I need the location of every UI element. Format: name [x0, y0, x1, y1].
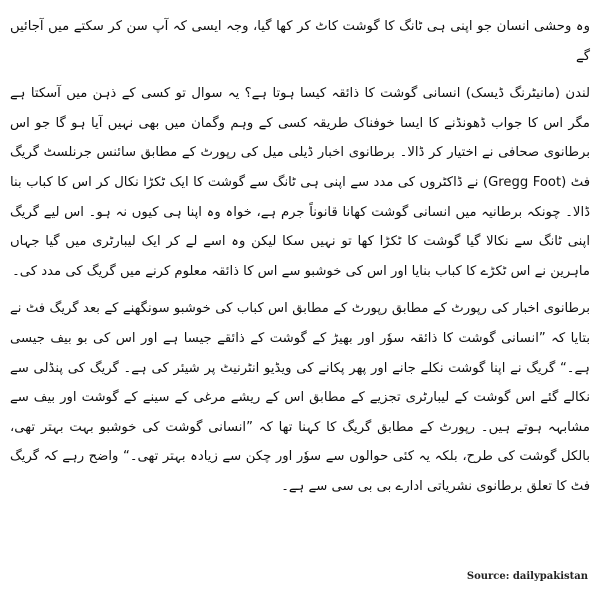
source-credit: Source: dailypakistan — [466, 571, 588, 582]
article-headline-line: وہ وحشی انسان جو اپنی ہی ٹانگ کا گوشت کاٹ کر کھا گیا، وجہ ایسی کہ آپ سن کر سکتے میں آجائیں گے — [10, 19, 590, 64]
article-paragraph-1: لندن (مانیٹرنگ ڈیسک) انسانی گوشت کا ذائقہ کیسا ہوتا ہے؟ یہ سوال تو کسی کے ذہن میں آسکتا ہے مگر اس کا جواب ڈھونڈنے کا ایسا خوفناک طریقہ کسی کے وہم وگمان میں بھی نہیں آیا ہو گا جو اس برطانوی صحافی نے اختیار کر ڈالا۔ برطانوی اخبار ڈیلی میل کی رپورٹ کے مطابق سائنس جرنلسٹ گریگ فٹ (Gregg Foot) نے ڈاکٹروں کی مدد سے اپنی ہی ٹانگ سے گوشت کا ایک ٹکڑا نکال کر اس کا کباب بنا ڈالا۔ چونکہ برطانیہ میں انسانی گوشت کھانا قانوناً جرم ہے، خواہ وہ اپنا ہی کیوں نہ ہو۔ اس لیے گریگ اپنی ٹانگ سے نکالا گیا گوشت کا ٹکڑا کھا تو نہیں سکا لیکن وہ اسے لے کر ایک لیبارٹری میں گیا جہاں ماہرین نے اس ٹکڑے کا کباب بنایا اور اس کی خوشبو سے اس کا ذائقہ معلوم کرنے میں گریگ کی مدد کی۔ — [10, 86, 591, 279]
article-paragraph-2: برطانوی اخبار کی رپورٹ کے مطابق رپورٹ کے مطابق اس کباب کی خوشبو سونگھنے کے بعد گریگ فٹ نے بتایا کہ ”انسانی گوشت کا ذائقہ سوٗر اور بھیڑ کے گوشت کے ذائقے جیسا ہے اور اس کی بو بیف جیسی ہے۔“ گریگ نے اپنا گوشت نکلے جانے اور پھر پکانے کی ویڈیو انٹرنیٹ پر شیئر کی ہے۔ گریگ کی پنڈلی سے نکالے گئے اس گوشت کے لیبارٹری تجزیے کے مطابق اس کے ریشے مرغی کے سینے کے گوشت اور بیف سے مشابہہ ہوتے ہیں۔ رپورٹ کے مطابق گریگ کا کہنا تھا کہ ”انسانی گوشت کی خوشبو بہت بہتر تھی، بالکل گوشت کی طرح، بلکہ یہ کئی حوالوں سے سوٗر اور چکن سے زیادہ بہتر تھی۔“ واضح رہے کہ گریگ فٹ کا تعلق برطانوی نشریاتی ادارے بی بی سی سے ہے۔ — [10, 301, 590, 494]
